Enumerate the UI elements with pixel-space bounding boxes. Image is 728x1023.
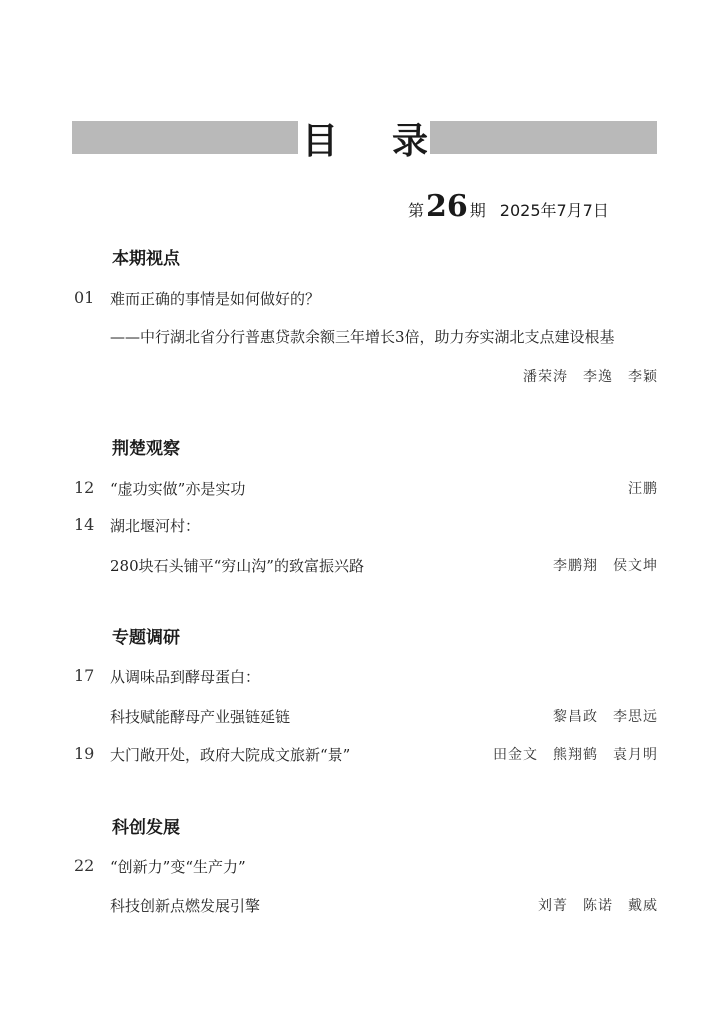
- entry-page-number: 17: [74, 666, 95, 685]
- page-title: [302, 116, 428, 160]
- entry-title[interactable]: 难而正确的事情是如何做好的？: [110, 290, 321, 308]
- entry-authors: 刘菁 陈诺 戴威: [538, 898, 658, 914]
- entry-title[interactable]: “创新力”变“生产力”: [110, 858, 246, 876]
- entry-page-number: 14: [74, 515, 95, 534]
- title-bar-right: [430, 121, 657, 154]
- entry-authors: 汪鹏: [628, 481, 658, 497]
- entry-title[interactable]: “虚功实做”亦是实功: [110, 480, 246, 498]
- entry-authors: 黎昌政 李思远: [553, 709, 658, 725]
- section-heading: 专题调研: [112, 628, 180, 648]
- issue-suffix: 期: [469, 201, 486, 220]
- entry-subtitle[interactable]: 科技赋能酵母产业强链延链: [110, 708, 291, 726]
- entry-page-number: 12: [74, 478, 95, 497]
- section-heading: 荆楚观察: [112, 439, 180, 459]
- entry-page-number: 22: [74, 856, 95, 875]
- issue-date: 2025年7月7日: [499, 201, 609, 220]
- entry-authors: 李鹏翔 侯文坤: [553, 558, 658, 574]
- section-heading: 科创发展: [112, 818, 180, 838]
- entry-page-number: 01: [74, 288, 95, 307]
- entry-title[interactable]: 大门敞开处，政府大院成文旅新“景”: [110, 746, 351, 764]
- entry-authors: 潘荣涛 李逸 李颖: [523, 369, 658, 385]
- title-bar-left: [72, 121, 298, 154]
- entry-authors: 田金文 熊翔鹤 袁月明: [493, 747, 658, 763]
- entry-page-number: 19: [74, 744, 95, 763]
- section-heading: 本期视点: [112, 249, 180, 269]
- title-char-lu: 录: [391, 120, 428, 162]
- entry-title[interactable]: 湖北堰河村：: [110, 517, 201, 535]
- entry-subtitle[interactable]: ——中行湖北省分行普惠贷款余额三年增长3倍，助力夯实湖北支点建设根基: [110, 328, 615, 346]
- entry-subtitle[interactable]: 280块石头铺平“穷山沟”的致富振兴路: [110, 557, 364, 575]
- issue-info: [408, 189, 609, 228]
- title-char-mu: 目: [302, 120, 339, 162]
- entry-subtitle[interactable]: 科技创新点燃发展引擎: [110, 897, 261, 915]
- entry-title[interactable]: 从调味品到酵母蛋白：: [110, 668, 261, 686]
- issue-number: 26: [426, 189, 468, 224]
- issue-prefix: 第: [408, 201, 425, 220]
